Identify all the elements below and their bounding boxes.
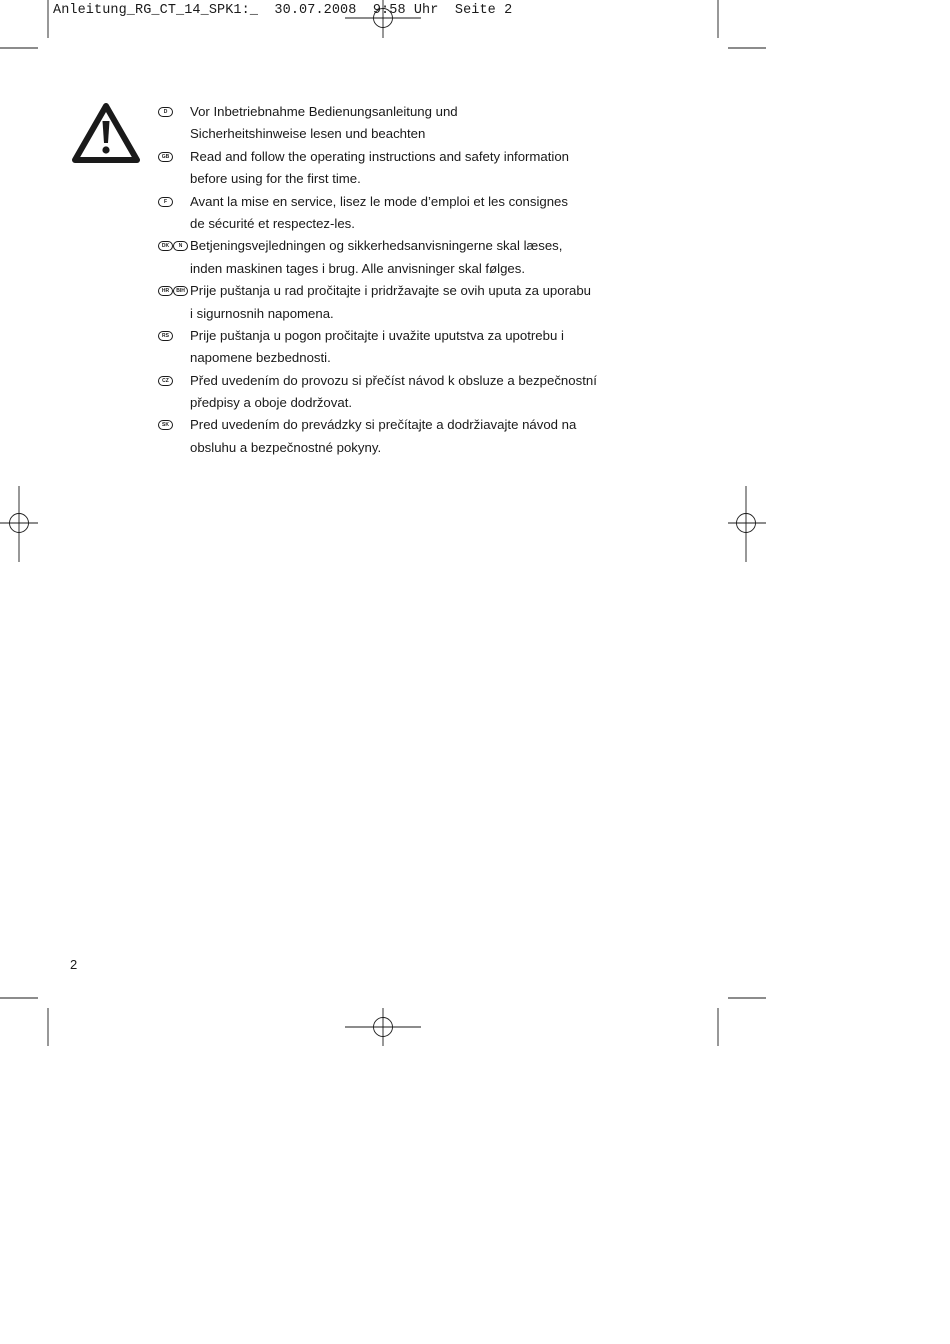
instruction-line: Před uvedením do provozu si přečíst návod k obsluze a bezpečnostní (190, 372, 597, 388)
instruction-line: Prije puštanja u pogon pročitajte i uvažite uputstva za upotrebu i (190, 327, 564, 343)
language-codes (158, 286, 188, 296)
language-codes (158, 107, 173, 117)
language-code-badge: SK (158, 420, 173, 430)
language-code-badge: DK (158, 241, 173, 251)
instruction-line: de sécurité et respectez-les. (190, 215, 355, 231)
instruction-line: Sicherheitshinweise lesen und beachten (190, 126, 426, 142)
instruction-entry (158, 235, 618, 280)
language-code-badge: GB (158, 152, 173, 162)
instruction-line: Betjeningsvejledningen og sikkerhedsanvisningerne skal læses, (190, 238, 563, 254)
instruction-entry (158, 414, 618, 459)
page-number: 2 (70, 957, 78, 972)
language-codes (158, 152, 173, 162)
instruction-line: i sigurnosnih napomena. (190, 305, 334, 321)
instruction-entry (158, 146, 618, 191)
instruction-line: Avant la mise en service, lisez le mode d’emploi et les consignes (190, 193, 568, 209)
instruction-line: Read and follow the operating instructions and safety information (190, 148, 569, 164)
language-code-badge: BIH (173, 286, 188, 296)
language-code-badge: F (158, 197, 173, 207)
slug-line: Anleitung_RG_CT_14_SPK1:_ 30.07.2008 9:58 Uhr Seite 2 (53, 3, 513, 18)
language-codes (158, 197, 173, 207)
instruction-line: Prije puštanja u rad pročitajte i pridržavajte se ovih uputa za uporabu (190, 283, 591, 299)
warning-triangle-icon (72, 103, 140, 163)
language-code-badge: HR (158, 286, 173, 296)
instruction-line: obsluhu a bezpečnostné pokyny. (190, 439, 382, 455)
instruction-entry (158, 370, 618, 415)
instruction-line: napomene bezbednosti. (190, 350, 331, 366)
instruction-entry (158, 280, 618, 325)
instruction-line: předpisy a oboje dodržovat. (190, 395, 353, 411)
instruction-line: Vor Inbetriebnahme Bedienungsanleitung und (190, 104, 458, 119)
language-code-badge: RS (158, 331, 173, 341)
language-codes (158, 376, 173, 386)
language-codes (158, 420, 173, 430)
instruction-line: Pred uvedením do prevádzky si prečítajte a dodržiavajte návod na (190, 417, 577, 433)
instruction-list (158, 101, 618, 459)
language-code-badge: D (158, 107, 173, 117)
language-code-badge: CZ (158, 376, 173, 386)
instruction-entry (158, 325, 618, 370)
instruction-line: before using for the first time. (190, 171, 361, 187)
language-codes (158, 241, 188, 251)
instruction-line: inden maskinen tages i brug. Alle anvisninger skal følges. (190, 260, 525, 276)
instruction-entry (158, 101, 618, 146)
instruction-entry (158, 191, 618, 236)
language-code-badge: N (173, 241, 188, 251)
language-codes (158, 331, 173, 341)
